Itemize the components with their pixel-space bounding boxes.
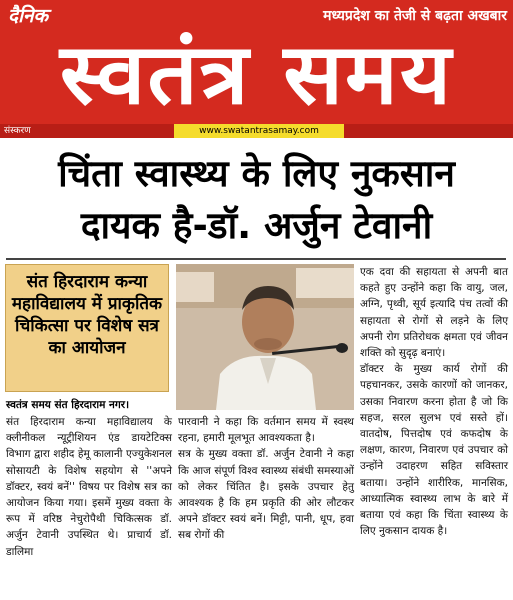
article-paragraph: एक दवा की सहायता से अपनी बात कहते हुए उन्होंने कहा कि वायु, जल, अग्नि, पृथ्वी, सूर्य इत्यादि पंच तत्वों की सहायता से रोगों से लड़ने के लिए अपनी रोग प्रतिरोधक क्षमता एवं जीवन शक्ति को सुदृढ़ बनाएं। <box>360 266 508 360</box>
website-url: www.swatantrasamay.com <box>174 124 344 138</box>
headline-divider <box>6 258 506 260</box>
masthead-tagline: मध्यप्रदेश का तेजी से बढ़ता अखबार <box>323 8 507 24</box>
subheadline: संत हिरदाराम कन्या महाविद्यालय में प्राकृतिक चिकित्सा पर विशेष सत्र का आयोजन <box>11 272 163 358</box>
speaker-photo-image <box>176 264 354 410</box>
masthead-prefix: दैनिक <box>8 5 49 27</box>
article-column-1 <box>6 414 172 560</box>
article-column-2 <box>178 414 354 544</box>
newspaper-title: स्वतंत्र समय <box>59 25 454 123</box>
masthead <box>0 0 513 138</box>
headline-line-2: दायक है-डॉ. अर्जुन टेवानी <box>80 204 433 247</box>
subheadline-box <box>5 264 169 392</box>
article-paragraph: डॉक्टर के मुख्य कार्य रोगों की पहचानकर, उसके कारणों को जानकर, उसका निवारण करना होता है जो कि सहज, सरल सुलभ एवं सस्ते हों। वातदोष, पित्तदोष एवं कफदोष के लक्षण, कारण, निवारण एवं उपचार को उन्होंने उदाहरण सहित सविस्तार बताया। उन्होंने शारीरिक, मानसिक, आध्यात्मिक स्वास्थ्य लाभ के बारे में बताया एवं कहा कि चिंता स्वास्थ्य के लिए नुकसान दायक है। <box>360 363 508 538</box>
speaker-photo <box>176 264 354 410</box>
edition-label: संस्करण <box>4 126 31 136</box>
dateline: स्वतंत्र समय संत हिरदाराम नगर। <box>6 399 130 411</box>
headline <box>0 148 513 252</box>
article-column-3 <box>360 264 508 539</box>
article-paragraph: पारवानी ने कहा कि वर्तमान समय में स्वस्थ रहना, हमारी मूलभूत आवश्यकता है। <box>178 416 354 445</box>
article-paragraph: सत्र के मुख्य वक्ता डॉ. अर्जुन टेवानी ने कहा कि आज संपूर्ण विश्व स्वास्थ्य संबंधी समस्याओं को लेकर चिंतित है। इसके उपचार हेतु आवश्यक है कि हम प्रकृति की ओर लौटकर अपने डॉक्टर स्वयं बनें। मिट्टी, पानी, धूप, हवा सब रोगों की <box>178 448 354 542</box>
headline-line-1: चिंता स्वास्थ्य के लिए नुकसान <box>58 152 455 195</box>
article-paragraph: संत हिरदाराम कन्या महाविद्यालय के क्लीनीकल न्यूट्रीशियन एंड डायटेटिक्स विभाग द्वारा शहीद हेमू कालानी एज्युकेशनल सोसायटी के विशेष सहयोग से ''अपने डॉक्टर, स्वयं बनें'' विषय पर विशेष सत्र का आयोजन किया गया। इसमें मुख्य वक्ता के रूप में वरिष्ठ नेचुरोपैथी चिकित्सक डॉ. अर्जुन टेवानी उपस्थित थे। प्राचार्य डॉ. डालिमा <box>6 416 172 558</box>
